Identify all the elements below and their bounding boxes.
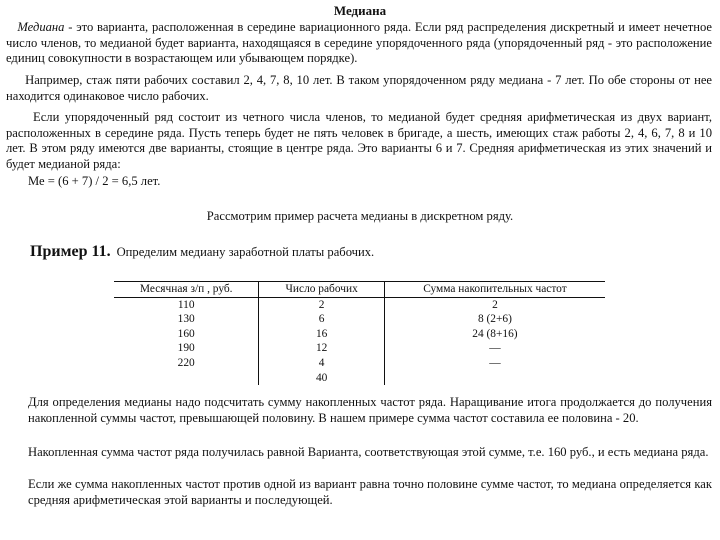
cell-cumulative <box>384 371 605 386</box>
cell-workers: 2 <box>259 297 384 312</box>
definition-paragraph <box>6 20 712 67</box>
cell-workers-total: 40 <box>259 371 384 386</box>
example-label: Пример 11. <box>30 243 111 260</box>
example-text: Определим медиану заработной платы рабочих. <box>116 245 375 259</box>
cell-cumulative: 2 <box>384 297 605 312</box>
odd-example-paragraph <box>6 73 712 104</box>
result-paragraph: Накопленная сумма частот ряда получилась равной Варианта, соответствующая этой сумме, т.е. 160 руб., и есть медиана ряда. <box>28 445 709 459</box>
table-row <box>114 341 605 356</box>
table-row <box>114 297 605 312</box>
definition-text: - это варианта, расположенная в середине вариационного ряда. Если ряд распределения дискретный и имеет нечетное число членов, то медианой будет варианта, находящаяся в середине упорядоченного ряда (упорядоченный ряд - это расположение единиц совокупности в возрастающем или убывающем порядке). <box>6 20 712 66</box>
header-workers: Число рабочих <box>259 282 384 298</box>
table-header-row <box>114 282 605 298</box>
table-row <box>114 312 605 327</box>
odd-example-text: Например, стаж пяти рабочих составил 2, 4, 7, 8, 10 лет. В таком упорядоченном ряду медиана - 7 лет. По обе стороны от нее находится одинаковое число рабочих. <box>6 73 712 103</box>
cell-workers: 12 <box>259 341 384 356</box>
term-median: Медиана <box>17 20 65 34</box>
cell-cumulative: — <box>384 341 605 356</box>
example-heading <box>30 243 374 261</box>
header-wage: Месячная з/п , руб. <box>114 282 259 298</box>
cell-workers: 6 <box>259 312 384 327</box>
cell-workers: 16 <box>259 327 384 342</box>
median-formula: Ме = (6 + 7) / 2 = 6,5 лет. <box>28 174 161 188</box>
cell-workers: 4 <box>259 356 384 371</box>
wage-table <box>114 281 605 385</box>
even-example-paragraph <box>6 110 712 172</box>
cell-cumulative: 8 (2+6) <box>384 312 605 327</box>
cell-wage: 220 <box>177 356 195 369</box>
cell-wage: 110 <box>177 298 195 311</box>
exact-half-paragraph: Если же сумма накопленных частот против одной из вариант равна точно половине сумме частот, то медиана определяется как средняя арифметическая этой варианты и последующей. <box>28 477 712 507</box>
table-total-row <box>114 371 605 386</box>
table-row <box>114 356 605 371</box>
discrete-intro: Рассмотрим пример расчета медианы в дискретном ряду. <box>206 209 514 223</box>
cell-wage: 160 <box>177 327 195 340</box>
table-row <box>114 327 605 342</box>
cell-cumulative: — <box>384 356 605 371</box>
cell-wage <box>114 371 259 386</box>
explanation-paragraph: Для определения медианы надо подсчитать сумму накопленных частот ряда. Наращивание итога продолжается до получения накопленной суммы частот, превышающей половину. В нашем примере сумма частот составила ее половина - 20. <box>28 395 712 425</box>
cell-wage: 130 <box>177 313 195 326</box>
page-title: Медиана <box>333 3 387 18</box>
cell-cumulative: 24 (8+16) <box>384 327 605 342</box>
cell-wage: 190 <box>177 342 195 355</box>
even-example-text: Если упорядоченный ряд состоит из четного числа членов, то медианой будет средняя арифметическая из двух вариант, расположенных в середине ряда. Пусть теперь будет не пять человек в бригаде, а шесть, имеющих стаж работы 2, 4, 6, 7, 8 и 10 лет. В этом ряду имеются две варианты, стоящие в центре ряда. Это варианты 6 и 7. Средняя арифметическая из этих значений и будет медианой ряда: <box>6 110 712 171</box>
header-cumulative: Сумма накопительных частот <box>384 282 605 298</box>
